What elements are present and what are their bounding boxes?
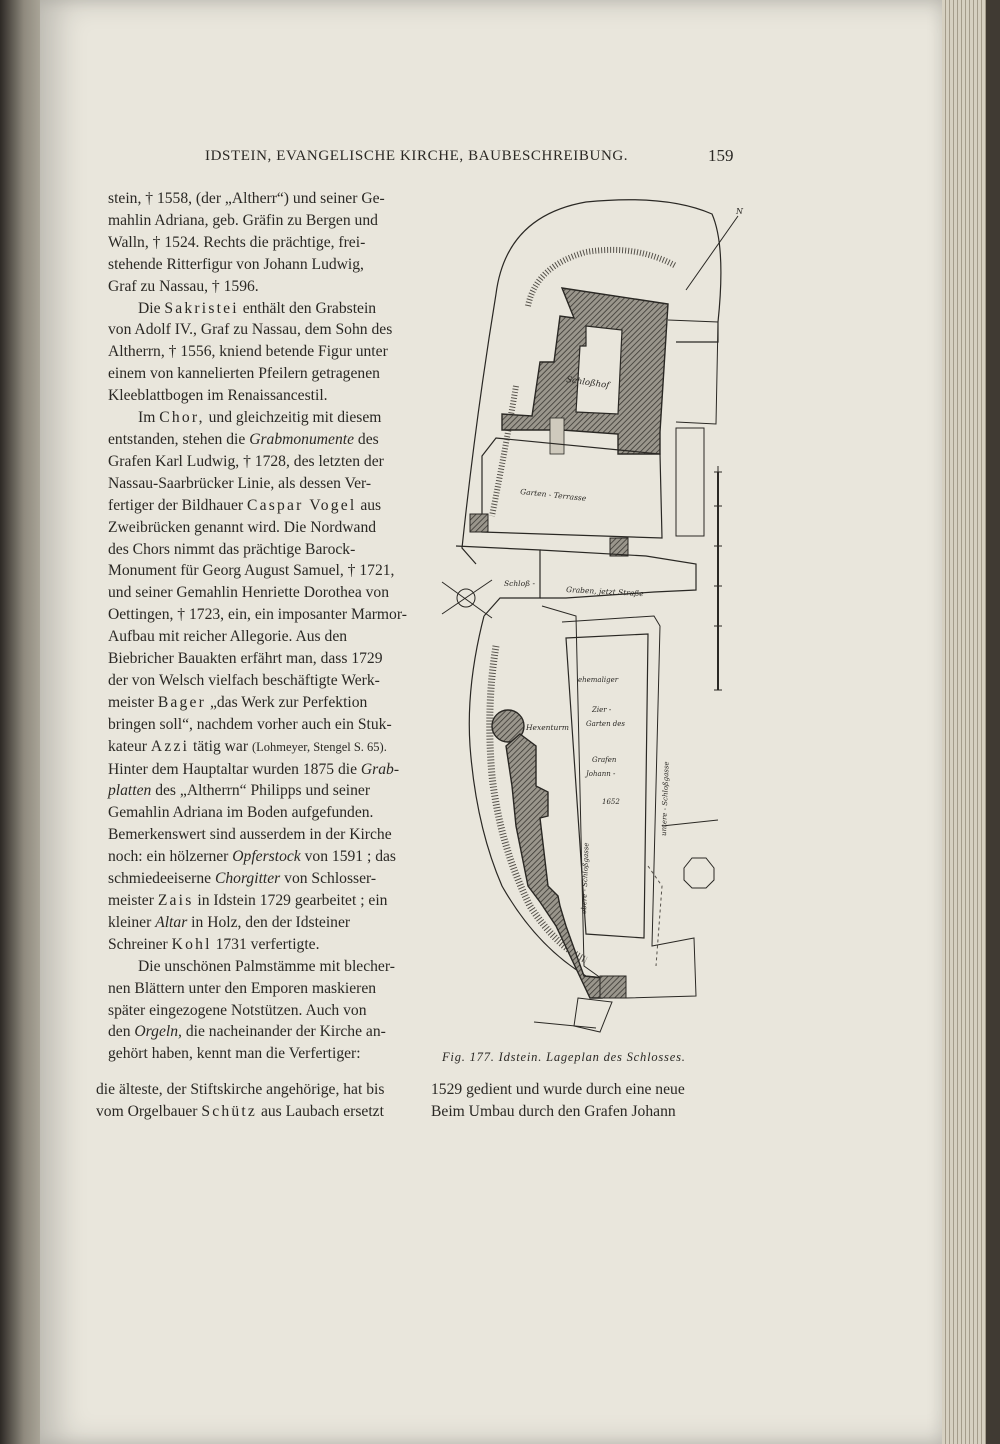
page-number: 159 xyxy=(708,146,734,165)
text-line: Gemahlin Adriana im Boden aufgefunden. xyxy=(108,804,374,822)
text-line: noch: ein hölzerner Opferstock von 1591 ; das xyxy=(108,848,397,866)
text-line: meister Zais in Idstein 1729 gearbeitet ; ein xyxy=(108,892,388,909)
text-line: Monument für Georg August Samuel, † 1721, xyxy=(108,562,395,580)
italic-term: Grab- xyxy=(360,760,400,778)
italic-term: Chorgitter xyxy=(214,870,281,888)
label-schlosshof: Schloßhof xyxy=(565,375,610,391)
full-width-line: vom Orgelbauer Schütz aus Laubach ersetzt Beim Umbau durch den Grafen Johann xyxy=(96,1103,676,1120)
italic-term: platten xyxy=(108,782,152,800)
text-line: einem von kannelierten Pfeilern getragenen xyxy=(108,365,380,383)
text-line: stehende Ritterfigur von Johann Ludwig, xyxy=(108,255,364,273)
spaced-term: Azzi xyxy=(150,737,190,755)
text-line: fertiger der Bildhauer Caspar Vogel aus xyxy=(108,496,382,514)
text-line: Kleeblattbogen im Renaissancestil. xyxy=(108,387,328,405)
text-line: kateur Azzi tätig war (Lohmeyer, Stengel S. 65). xyxy=(108,737,387,755)
spaced-term: Kohl xyxy=(171,935,212,953)
site-plan-figure xyxy=(436,186,760,1044)
text-line: gehört haben, kennt man die Verfertiger: xyxy=(108,1045,361,1063)
text-line: entstanden, stehen die Grabmonumente des xyxy=(108,430,379,448)
spaced-term: Zais xyxy=(157,892,194,909)
label-garten-terrasse: Garten - Terrasse xyxy=(519,487,587,503)
text-line: Walln, † 1524. Rechts die prächtige, frei- xyxy=(108,233,366,251)
italic-term: Orgeln, xyxy=(134,1023,182,1041)
text-line: Im Chor, und gleichzeitig mit diesem xyxy=(138,409,382,427)
spaced-term: Bager xyxy=(157,693,207,711)
site-plan-drawing xyxy=(436,186,760,1044)
text-line: Graf zu Nassau, † 1596. xyxy=(108,277,259,295)
label-untere-schlossgasse: untere - Schloßgasse xyxy=(660,761,671,837)
text-line: Aufbau mit reicher Allegorie. Aus den xyxy=(108,628,348,646)
label-graben: Graben, jetzt Straße xyxy=(565,585,644,599)
page-stack-edge xyxy=(942,0,1000,1444)
text-line: schmiedeeiserne Chorgitter von Schlosser- xyxy=(108,870,377,888)
figure-caption: Fig. 177. Idstein. Lageplan des Schlosses. xyxy=(442,1050,686,1064)
text-line: später eingezogene Notstützen. Auch von xyxy=(108,1001,367,1019)
text-line: platten des „Altherrn“ Philipps und seiner xyxy=(108,782,371,800)
text-line: kleiner Altar in Holz, den der Idsteiner xyxy=(108,913,351,931)
text-line: des Chors nimmt das prächtige Barock- xyxy=(108,540,356,558)
italic-term: Opferstock xyxy=(232,848,301,866)
spaced-term: Chor, xyxy=(159,409,205,427)
text-line: Zweibrücken genannt wird. Die Nordwand xyxy=(108,518,377,536)
italic-term: Altar xyxy=(155,913,188,931)
text-line: Die unschönen Palmstämme mit blecher- xyxy=(138,957,395,975)
label-johann: Johann - xyxy=(586,770,616,778)
label-ehemaliger: ehemaliger xyxy=(578,676,619,684)
text-line: und seiner Gemahlin Henriette Dorothea von xyxy=(108,584,390,602)
text-line: der von Welsch vielfach beschäftigte Werk- xyxy=(108,671,380,689)
label-zier: Zier - xyxy=(592,706,612,714)
text-line: Bemerkenswert sind ausserdem in der Kirche xyxy=(108,826,392,844)
text-line: Die Sakristei enthält den Grabstein xyxy=(138,299,377,317)
text-line: Nassau-Saarbrücker Linie, als dessen Ver- xyxy=(108,474,372,492)
text-line: stein, † 1558, (der „Altherr“) und seiner Ge- xyxy=(108,190,385,207)
label-hexenturm: Hexenturm xyxy=(526,723,570,732)
body-text-column xyxy=(108,188,430,1065)
spaced-term: Caspar Vogel xyxy=(247,496,357,514)
text-line: nen Blättern unter den Emporen maskieren xyxy=(108,979,377,997)
text-line: bringen soll“, nachdem vorher auch ein Stuk- xyxy=(108,715,392,733)
running-head: IDSTEIN, EVANGELISCHE KIRCHE, BAUBESCHREIBUNG. xyxy=(205,148,629,164)
text-line: Altherrn, † 1556, kniend betende Figur unter xyxy=(108,343,388,361)
citation: (Lohmeyer, Stengel S. 65). xyxy=(251,739,387,754)
text-line: Biebricher Bauakten erfährt man, dass 1729 xyxy=(108,650,383,668)
text-line: Oettingen, † 1723, ein, ein imposanter Marmor- xyxy=(108,606,407,624)
text-line: den Orgeln, die nacheinander der Kirche an- xyxy=(108,1023,386,1041)
spaced-term: Sakristei xyxy=(164,299,239,317)
label-schloss: Schloß - xyxy=(504,579,536,588)
text-line: Grafen Karl Ludwig, † 1728, des letzten der xyxy=(108,452,384,470)
label-year: 1652 xyxy=(602,798,620,806)
label-garten-des: Garten des xyxy=(586,720,626,728)
text-line: von Adolf IV., Graf zu Nassau, dem Sohn des xyxy=(108,321,393,339)
label-obere-schlossgasse: obere - Schloßgasse xyxy=(580,842,591,915)
north-arrow-label: N xyxy=(736,207,743,216)
label-grafen: Grafen xyxy=(592,756,617,764)
full-width-line: die älteste, der Stiftskirche angehörige, hat bis 1529 gedient und wurde durch eine neue xyxy=(96,1081,685,1098)
italic-term: Grabmonumente xyxy=(249,430,354,448)
north-arrow-line xyxy=(686,216,738,290)
text-line: meister Bager „das Werk zur Perfektion xyxy=(108,693,368,711)
text-line: mahlin Adriana, geb. Gräfin zu Bergen und xyxy=(108,211,378,229)
text-line: Schreiner Kohl 1731 verfertigte. xyxy=(108,935,320,953)
text-line: Hinter dem Hauptaltar wurden 1875 die Grab- xyxy=(108,760,400,778)
